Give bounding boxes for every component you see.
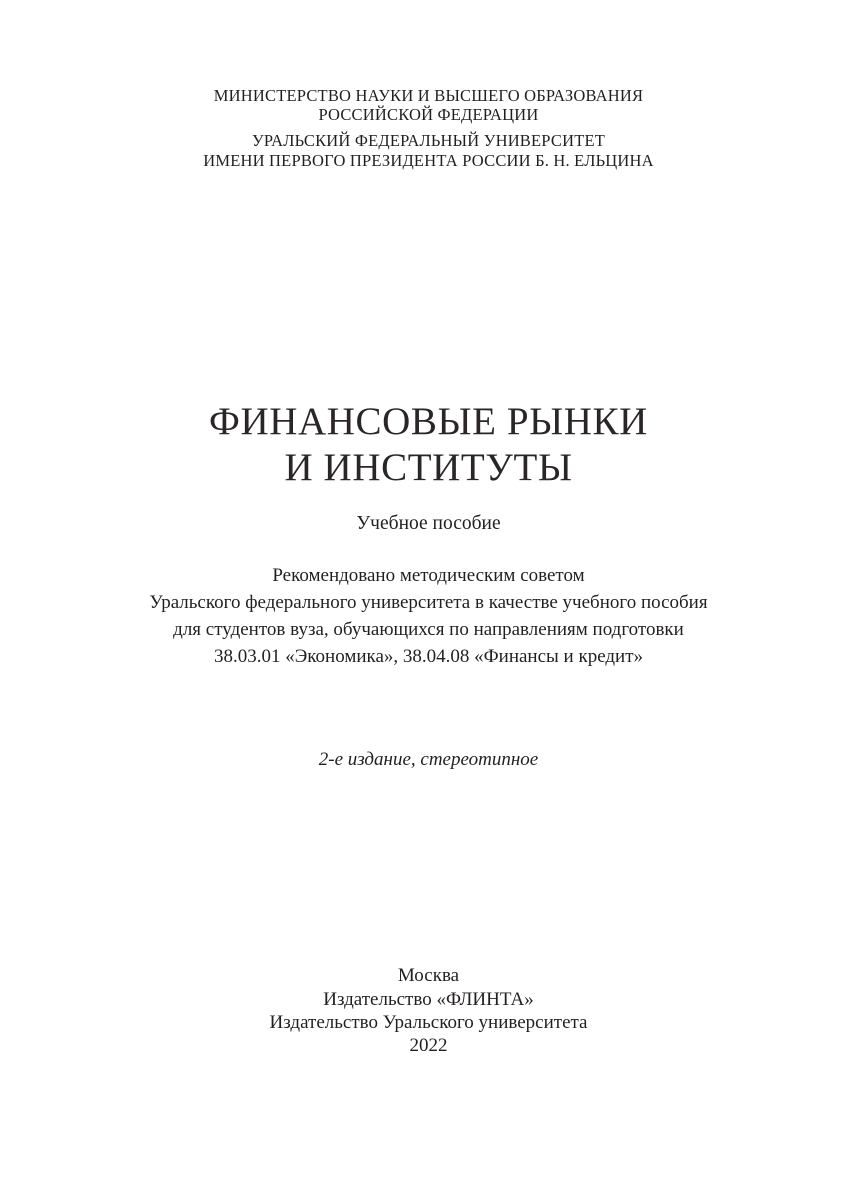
imprint-publisher-2: Издательство Уральского университета <box>269 1012 588 1033</box>
edition-note: 2-е издание, стереотипное <box>318 749 539 770</box>
recommendation-line-3: для студентов вуза, обучающихся по направлениям подготовки <box>173 619 684 640</box>
university-line-2: ИМЕНИ ПЕРВОГО ПРЕЗИДЕНТА РОССИИ Б. Н. ЕЛЬЦИНА <box>203 151 654 170</box>
university-line-1: УРАЛЬСКИЙ ФЕДЕРАЛЬНЫЙ УНИВЕРСИТЕТ <box>251 131 606 150</box>
ministry-line-1: МИНИСТЕРСТВО НАУКИ И ВЫСШЕГО ОБРАЗОВАНИЯ <box>213 86 644 105</box>
imprint-year: 2022 <box>409 1035 448 1056</box>
recommendation-line-1: Рекомендовано методическим советом <box>272 565 585 586</box>
ministry-line-2: РОССИЙСКОЙ ФЕДЕРАЦИИ <box>318 105 539 124</box>
recommendation-line-4: 38.03.01 «Экономика», 38.04.08 «Финансы и кредит» <box>213 646 644 667</box>
imprint-publisher-1: Издательство «ФЛИНТА» <box>323 989 534 1010</box>
imprint-city: Москва <box>397 965 460 986</box>
book-title-line-1: ФИНАНСОВЫЕ РЫНКИ <box>209 400 648 443</box>
book-subtitle: Учебное пособие <box>356 513 501 534</box>
recommendation-line-2: Уральского федерального университета в качестве учебного пособия <box>149 592 708 613</box>
book-title-line-2: И ИНСТИТУТЫ <box>284 446 573 489</box>
